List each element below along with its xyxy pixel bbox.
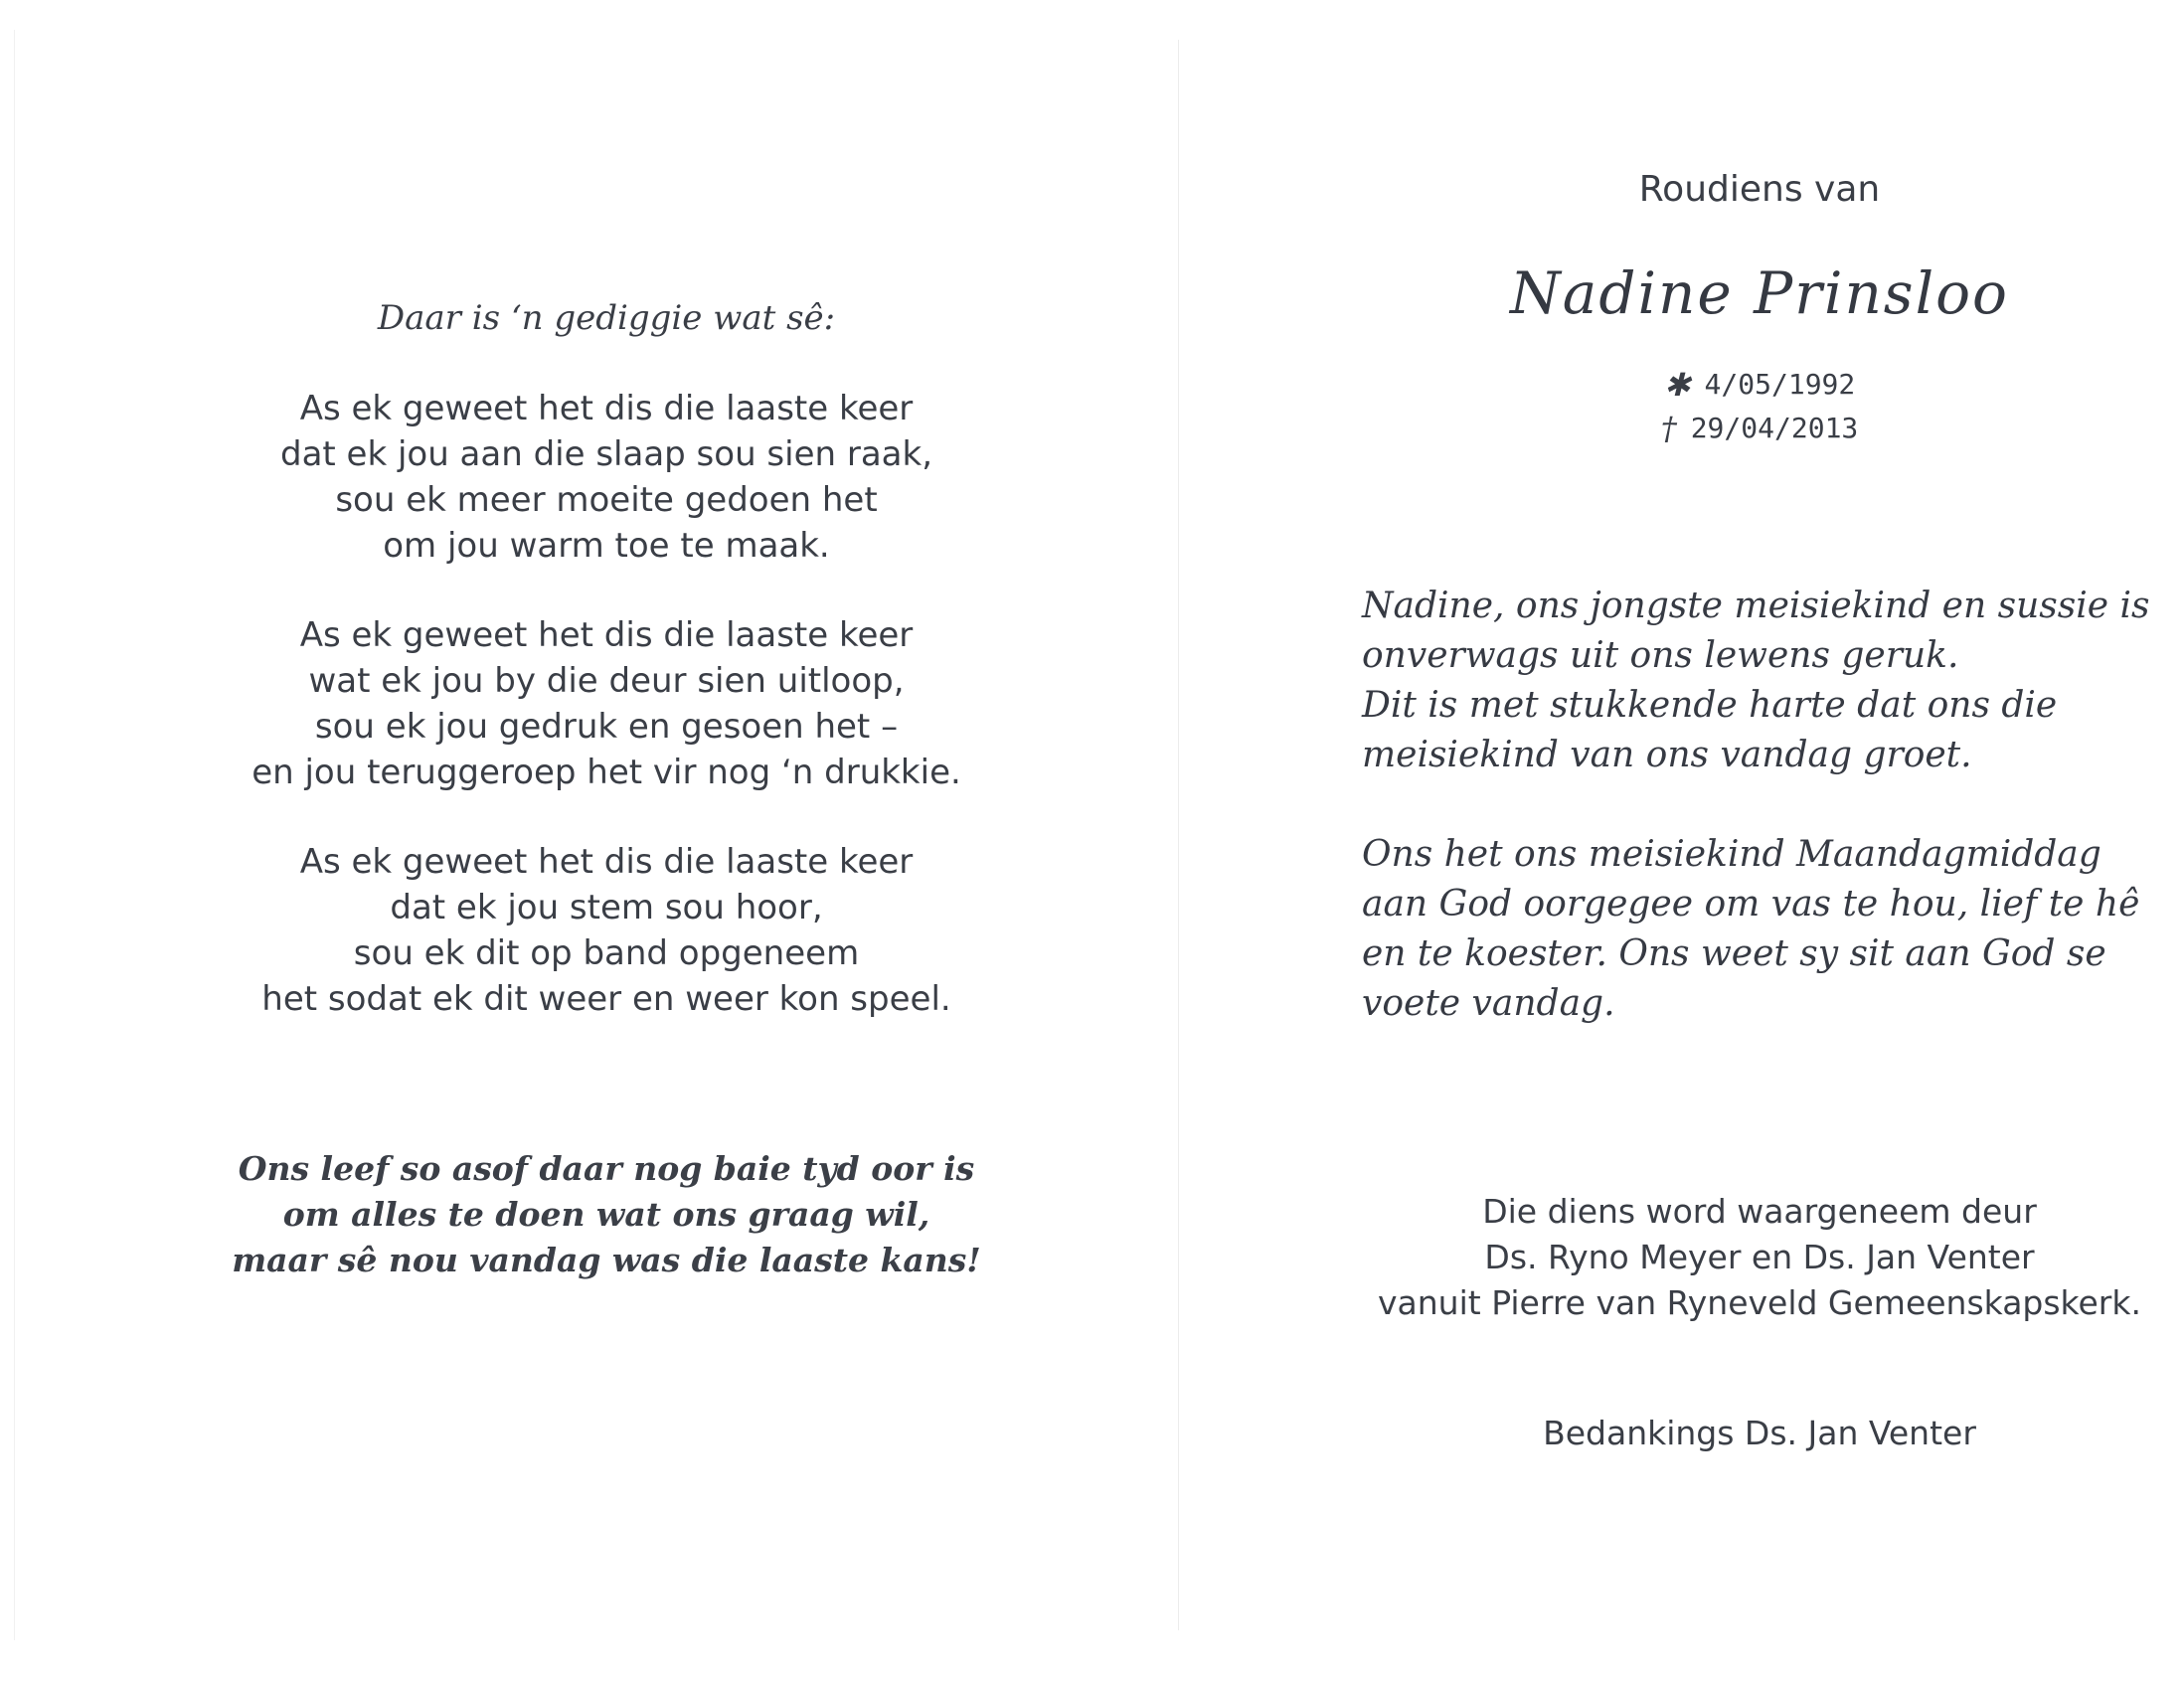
tribute-paragraph-1 [1362,582,2157,780]
tribute-line: Dit is met stukkende harte dat ons die [1362,685,2058,726]
poem-stanza-1 [199,386,1014,569]
service-info-line: Die diens word waargeneem deur [1482,1192,2037,1231]
tribute-line: voete vandag. [1362,983,1615,1024]
poem-line: het sodat ek dit weer en weer kon speel. [261,979,951,1019]
poem-line: dat ek jou aan die slaap sou sien raak, [279,434,933,474]
poem-line: dat ek jou stem sou hoor, [390,888,823,927]
birth-star-icon: ✱ [1663,366,1691,404]
closing-line: om alles te doen wat ons graag wil, [282,1195,930,1234]
closing-line: Ons leef so asof daar nog baie tyd oor is [238,1149,975,1188]
poem-stanza-2 [199,612,1014,795]
poem-line: en jou teruggeroep het vir nog ‘n drukkie. [252,753,961,792]
tribute-line: meisiekind van ons vandag groet. [1362,735,1972,775]
service-title: Roudiens van [1638,169,1881,210]
poem-line: As ek geweet het dis die laaste keer [299,389,914,428]
poem-panel [199,298,1014,1283]
closing-line: maar sê nou vandag was die laaste kans! [232,1241,981,1279]
scan-edge [14,30,15,1640]
poem-line: om jou warm toe te maak. [383,526,830,566]
service-info [1352,1189,2167,1326]
thanks-line: Bedankings Ds. Jan Venter [1543,1414,1976,1452]
poem-intro: Daar is ‘n gediggie wat sê: [377,298,836,338]
memorial-header [1352,169,2167,450]
poem-line: sou ek dit op band opgeneem [353,933,860,973]
tribute-line: Nadine, ons jongste meisiekind en sussie is [1362,586,2150,626]
poem-line: sou ek jou gedruk en gesoen het – [314,707,899,747]
service-info-line: Ds. Ryno Meyer en Ds. Jan Venter [1484,1238,2035,1276]
deceased-name: Nadine Prinsloo [1510,259,2009,327]
poem-stanza-3 [199,839,1014,1022]
birth-date: 4/05/1992 [1704,368,1856,401]
fold-line [1178,40,1179,1630]
tribute-line: aan God oorgegee om vas te hou, lief te hê [1362,884,2140,925]
tribute-paragraph-2 [1362,830,2157,1029]
poem-line: wat ek jou by die deur sien uitloop, [308,661,905,701]
closing-quote [199,1146,1014,1283]
poem-line: sou ek meer moeite gedoen het [335,480,878,520]
tribute-text [1362,582,2157,1079]
death-date: 29/04/2013 [1690,412,1859,444]
poem-line: As ek geweet het dis die laaste keer [299,842,914,882]
tribute-line: Ons het ons meisiekind Maandagmiddag [1362,834,2101,875]
tribute-line: en te koester. Ons weet sy sit aan God se [1362,933,2106,974]
birth-row [1352,363,2167,407]
service-info-line: vanuit Pierre van Ryneveld Gemeenskapskerk. [1378,1283,2141,1322]
life-dates [1352,363,2167,450]
death-cross-icon: † [1660,410,1677,447]
death-row [1352,407,2167,450]
poem-line: As ek geweet het dis die laaste keer [299,615,914,655]
tribute-line: onverwags uit ons lewens geruk. [1362,635,1959,676]
